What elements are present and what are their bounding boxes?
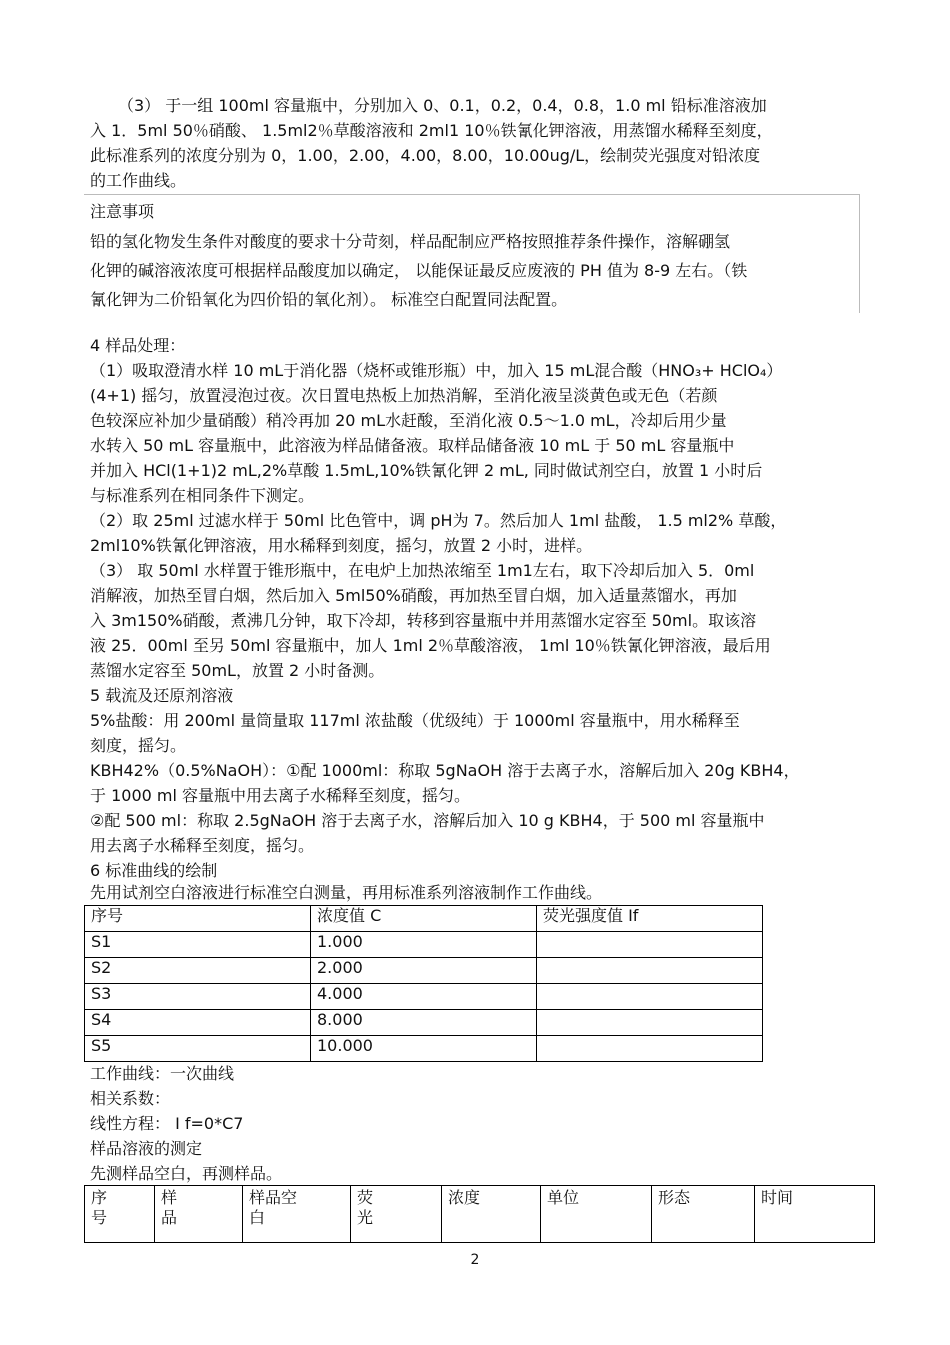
table-header-cell: 浓度值 C (311, 906, 537, 932)
table-cell (537, 1010, 763, 1036)
para3-line-4: 的工作曲线。 (90, 171, 187, 190)
section4-line: （3） 取 50ml 水样置于锥形瓶中，在电炉上加热浓缩至 1m1左右，取下冷却后加入 5．0ml (90, 561, 755, 580)
table-header-cell: 序 号 (85, 1186, 155, 1243)
table-cell: S1 (85, 932, 311, 958)
section4-line: 蒸馏水定容至 50mL，放置 2 小时备测。 (90, 661, 385, 680)
section5-line: 刻度，摇匀。 (90, 736, 187, 755)
table-cell (537, 958, 763, 984)
table-header-cell: 序号 (85, 906, 311, 932)
table-header-cell: 时间 (755, 1186, 875, 1243)
table-row (85, 932, 763, 958)
section5-title: 5 载流及还原剂溶液 (90, 686, 234, 705)
section5-line: KBH42%（0.5%NaOH）：①配 1000ml：称取 5gNaOH 溶于去离子水，溶解后加入 20g KBH4， (90, 761, 800, 780)
section6-title: 6 标准曲线的绘制 (90, 861, 218, 880)
table-cell: 10.000 (311, 1036, 537, 1062)
section4-line: 并加入 HCl(1+1)2 mL,2%草酸 1.5mL,10%铁氰化钾 2 mL, 同时做试剂空白，放置 1 小时后 (90, 461, 763, 480)
notes-line-2: 化钾的碱溶液浓度可根据样品酸度加以确定， 以能保证最反应废液的 PH 值为 8-9 左右。（铁 (90, 261, 748, 280)
notes-line-1: 铅的氢化物发生条件对酸度的要求十分苛刻，样品配制应严格按照推荐条件操作，溶解硼氢 (90, 232, 731, 251)
sample-measurement-table (84, 1185, 875, 1243)
table-header-cell: 形态 (652, 1186, 755, 1243)
section4-line: （1）吸取澄清水样 10 mL于消化器（烧杯或锥形瓶）中，加入 15 mL混合酸（HNO₃+ HClO₄） (90, 361, 783, 380)
section4-line: 水转入 50 mL 容量瓶中，此溶液为样品储备液。取样品储备液 10 mL 于 50 mL 容量瓶中 (90, 436, 735, 455)
section4-line: 与标准系列在相同条件下测定。 (90, 486, 315, 505)
table-cell: 4.000 (311, 984, 537, 1010)
section4-line: 色较深应补加少量硝酸）稍冷再加 20 mL水赶酸，至消化液 0.5～1.0 mL，冷却后用少量 (90, 411, 727, 430)
linear-equation-line: 线性方程： I f=0*C7 (90, 1114, 244, 1133)
section4-line: 入 3m150%硝酸，煮沸几分钟，取下冷却，转移到容量瓶中并用蒸馏水定容至 50ml。取该溶 (90, 611, 757, 630)
table-header-cell: 单位 (541, 1186, 652, 1243)
standard-series-table (84, 905, 763, 1062)
sample-measure-title: 样品溶液的测定 (90, 1139, 203, 1158)
table-header-cell: 样品空 白 (243, 1186, 351, 1243)
section4-title: 4 样品处理： (90, 336, 186, 355)
table-cell: S3 (85, 984, 311, 1010)
section5-line: 于 1000 ml 容量瓶中用去离子水稀释至刻度，摇匀。 (90, 786, 471, 805)
table-cell: S5 (85, 1036, 311, 1062)
table-row (85, 1010, 763, 1036)
section4-line: 消解液，加热至冒白烟，然后加入 5ml50%硝酸，再加热至冒白烟，加入适量蒸馏水，再加 (90, 586, 737, 605)
work-curve-line: 工作曲线：一次曲线 (90, 1064, 235, 1083)
table-header-cell: 样 品 (155, 1186, 243, 1243)
sample-measure-intro: 先测样品空白，再测样品。 (90, 1164, 283, 1183)
table-cell: 1.000 (311, 932, 537, 958)
table-header-cell: 荧光强度值 If (537, 906, 763, 932)
table-cell (537, 1036, 763, 1062)
section5-line: 5%盐酸：用 200ml 量筒量取 117ml 浓盐酸（优级纯）于 1000ml 容量瓶中，用水稀释至 (90, 711, 740, 730)
table-cell: S4 (85, 1010, 311, 1036)
section4-line: （2）取 25ml 过滤水样于 50ml 比色管中，调 pH为 7。然后加人 1ml 盐酸， 1.5 ml2% 草酸， (90, 511, 787, 530)
table-header-row (85, 1186, 875, 1243)
table-cell: 2.000 (311, 958, 537, 984)
table-row (85, 1036, 763, 1062)
section4-line: 液 25．00ml 至另 50ml 容量瓶中，加人 1ml 2％草酸溶液， 1ml 10％铁氰化钾溶液，最后用 (90, 636, 771, 655)
table-header-cell: 荧 光 (351, 1186, 442, 1243)
section5-line: 用去离子水稀释至刻度，摇匀。 (90, 836, 315, 855)
correlation-line: 相关系数： (90, 1089, 171, 1108)
section4-line: (4+1) 摇匀，放置浸泡过夜。次日置电热板上加热消解，至消化液呈淡黄色或无色（若颜 (90, 386, 718, 405)
table-header-row (85, 906, 763, 932)
table-cell (537, 932, 763, 958)
table-cell: S2 (85, 958, 311, 984)
table-cell (537, 984, 763, 1010)
notes-title: 注意事项 (90, 202, 155, 221)
table-header-cell: 浓度 (442, 1186, 541, 1243)
notes-line-3: 氰化钾为二价铅氧化为四价铅的氧化剂）。 标准空白配置同法配置。 (90, 290, 568, 309)
table-row (85, 984, 763, 1010)
para3-line-2: 入 1．5ml 50％硝酸、 1.5ml2％草酸溶液和 2ml1 10％铁氰化钾溶液，用蒸馏水稀释至刻度， (90, 121, 773, 140)
para3-line-1: （3） 于一组 100ml 容量瓶中，分别加入 0、0.1，0.2，0.4，0.8，1.0 ml 铅标准溶液加 (118, 96, 767, 115)
table-row (85, 958, 763, 984)
para3-line-3: 此标准系列的浓度分别为 0，1.00，2.00，4.00，8.00，10.00ug/L，绘制荧光强度对铅浓度 (90, 146, 761, 165)
section4-line: 2ml10%铁氰化钾溶液，用水稀释到刻度，摇匀，放置 2 小时，进样。 (90, 536, 593, 555)
table-cell: 8.000 (311, 1010, 537, 1036)
page-number: 2 (470, 1252, 480, 1268)
section6-intro: 先用试剂空白溶液进行标准空白测量，再用标准系列溶液制作工作曲线。 (90, 883, 603, 902)
section5-line: ②配 500 ml：称取 2.5gNaOH 溶于去离子水，溶解后加入 10 g KBH4，于 500 ml 容量瓶中 (90, 811, 765, 830)
